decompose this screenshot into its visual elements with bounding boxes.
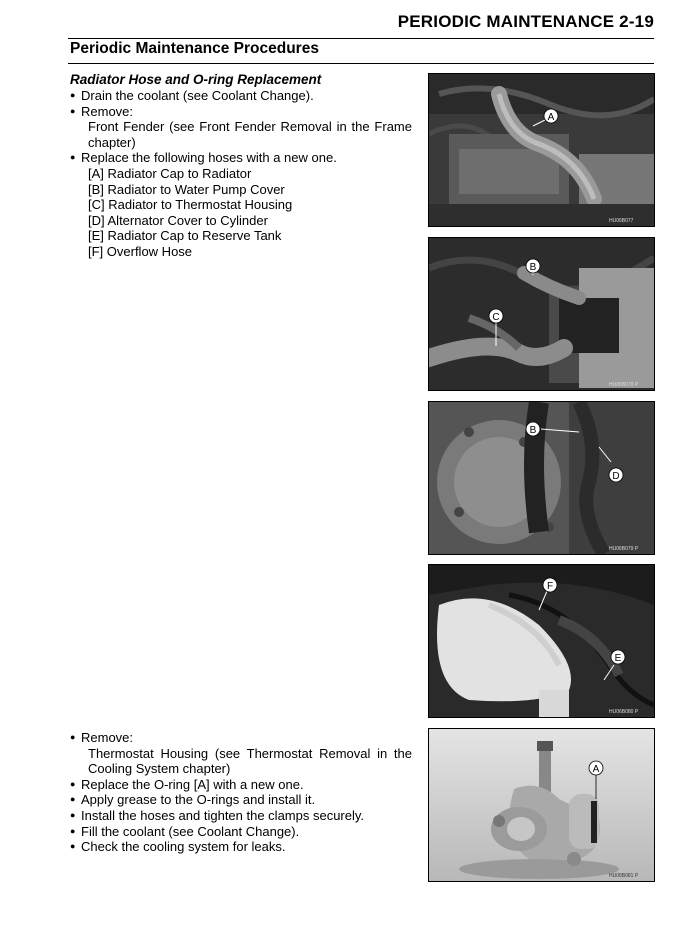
callout-label: A bbox=[547, 112, 555, 123]
section-rule bbox=[68, 63, 654, 64]
callout-label: A bbox=[592, 764, 600, 775]
callout-label: E bbox=[614, 653, 622, 664]
photo-code: HU06B077 bbox=[609, 218, 634, 224]
photo-code: HU06B080 P bbox=[609, 709, 639, 715]
photo-code: HU06B078 P bbox=[609, 382, 639, 388]
callout-label: D bbox=[612, 471, 620, 482]
list-item: ● Install the hoses and tighten the clamps securely. bbox=[70, 808, 412, 824]
page-header: PERIODIC MAINTENANCE 2-19 bbox=[397, 12, 654, 31]
header-rule bbox=[68, 38, 654, 39]
photo-hose-bd bbox=[428, 401, 655, 555]
list-item: [B] Radiator to Water Pump Cover bbox=[88, 181, 285, 197]
photo-code: HU06B081 P bbox=[609, 873, 639, 879]
list-item: ● Check the cooling system for leaks. bbox=[70, 839, 412, 855]
list-item: [C] Radiator to Thermostat Housing bbox=[88, 197, 293, 213]
subsection-title: Radiator Hose and O-ring Replacement bbox=[70, 72, 322, 87]
step-remove-2: ● Remove: bbox=[70, 730, 412, 746]
list-item: [E] Radiator Cap to Reserve Tank bbox=[88, 228, 282, 244]
list-item: [D] Alternator Cover to Cylinder bbox=[88, 212, 268, 228]
callout-label: C bbox=[492, 312, 500, 323]
photo-radiator-hose-bc bbox=[428, 237, 655, 391]
callout-label: F bbox=[546, 581, 554, 592]
procedure-steps-1 bbox=[70, 88, 412, 260]
step-remove: ● Remove: bbox=[70, 104, 412, 120]
callout-label: B bbox=[529, 425, 537, 436]
photo-radiator-hose-a bbox=[428, 73, 655, 227]
list-item: [F] Overflow Hose bbox=[88, 243, 193, 259]
photo-code: HU06B079 P bbox=[609, 546, 639, 552]
photo-hose-fe bbox=[428, 564, 655, 718]
remove-item: Front Fender (see Front Fender Removal in the Frame chapter) bbox=[88, 119, 412, 150]
procedure-steps-2 bbox=[70, 730, 412, 855]
list-item: ● Replace the O-ring [A] with a new one. bbox=[70, 777, 412, 793]
step-drain: ● Drain the coolant (see Coolant Change). bbox=[70, 88, 412, 104]
remove-item-2: Thermostat Housing (see Thermostat Removal in the Cooling System chapter) bbox=[88, 745, 412, 777]
step-replace: ● Replace the following hoses with a new one. bbox=[70, 150, 412, 166]
list-item: ● Fill the coolant (see Coolant Change). bbox=[70, 824, 412, 840]
hose-list bbox=[70, 166, 412, 260]
list-item: ● Apply grease to the O-rings and install it. bbox=[70, 792, 412, 808]
photo-thermostat-housing bbox=[428, 728, 655, 882]
callout-label: B bbox=[529, 262, 537, 273]
list-item: [A] Radiator Cap to Radiator bbox=[88, 165, 252, 181]
section-title: Periodic Maintenance Procedures bbox=[70, 40, 319, 57]
